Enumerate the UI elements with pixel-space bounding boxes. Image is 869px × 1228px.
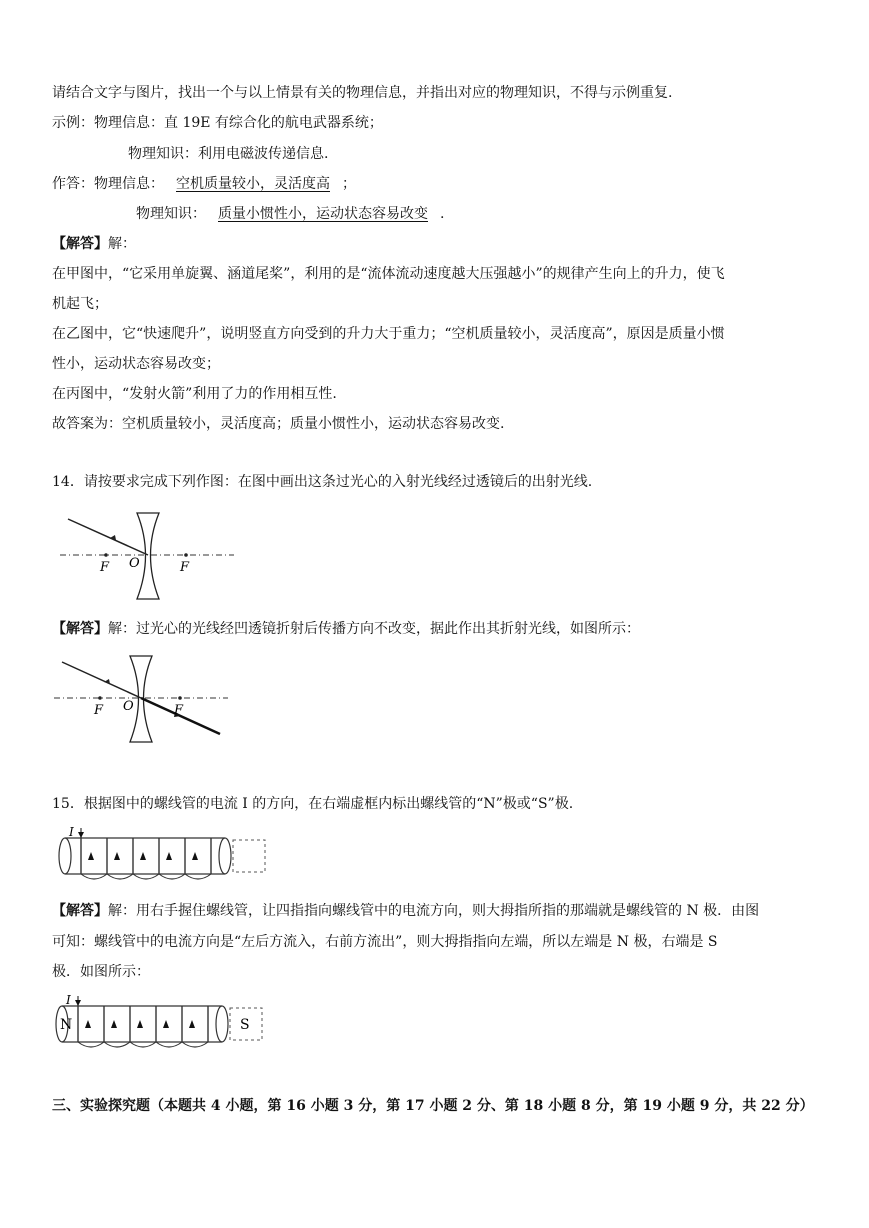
focus-right-label: F — [180, 560, 190, 575]
q13-paragraph-2b: 性小，运动状态容易改变； — [52, 356, 220, 372]
q13-paragraph-1a: 在甲图中，“它采用单旋翼、涵道尾桨”，利用的是“流体流动速度越大压强越小”的规律产生向上的升力，使飞 — [52, 266, 725, 282]
focus-right-label: F — [174, 703, 184, 718]
south-pole-label: S — [240, 1017, 250, 1033]
solution-jie: 解： — [108, 236, 136, 252]
focus-right-point — [178, 696, 182, 700]
q14-question: 14．请按要求完成下列作图：在图中画出这条过光心的入射光线经过透镜后的出射光线. — [52, 474, 593, 490]
figure-background — [55, 824, 270, 890]
example-info-label: 示例：物理信息： — [52, 115, 164, 131]
q14-answer-figure — [52, 650, 232, 750]
figure-background — [52, 992, 267, 1058]
section-3-title: 三、实验探究题（本题共 4 小题，第 16 小题 3 分，第 17 小题 2 分、第 18 小题 8 分，第 19 小题 9 分，共 22 分） — [52, 1098, 814, 1114]
answer-knowledge-label: 物理知识： — [136, 206, 206, 222]
example-knowledge — [128, 144, 328, 164]
q15-solenoid-figure — [55, 824, 270, 890]
q13-paragraph-3: 在丙图中，“发射火箭”利用了力的作用相互性. — [52, 386, 337, 402]
example-info — [52, 113, 383, 133]
answer-info-label: 作答：物理信息： — [52, 176, 164, 192]
example-info-value: 直 19E 有综合化的航电武器系统； — [164, 115, 383, 131]
focus-left-point — [104, 553, 108, 557]
focus-left-label: F — [94, 703, 104, 718]
answer-info — [52, 174, 356, 194]
q15-answer-figure — [52, 992, 267, 1058]
q13-paragraph-1b: 机起飞； — [52, 296, 108, 312]
answer-info-end: ； — [342, 176, 356, 192]
answer-knowledge — [136, 204, 444, 224]
answer-knowledge-end: . — [440, 206, 445, 222]
current-label: I — [66, 993, 71, 1007]
q14-lens-figure — [58, 503, 238, 608]
focus-right-point — [184, 553, 188, 557]
focus-left-label: F — [100, 560, 110, 575]
solution-text: 解：用右手握住螺线管，让四指指向螺线管中的电流方向，则大拇指所指的那端就是螺线管的 N 极．由图 — [108, 903, 760, 919]
q13-paragraph-2a: 在乙图中，它“快速爬升”，说明竖直方向受到的升力大于重力；“空机质量较小，灵活度高”，原因是质量小惯 — [52, 326, 725, 342]
solution-header: 【解答】 — [52, 236, 108, 252]
answer-info-value: 空机质量较小，灵活度高 — [176, 176, 330, 192]
example-knowledge-value: 利用电磁波传递信息. — [198, 146, 329, 162]
solution-header: 【解答】 — [52, 903, 108, 919]
q14-solution — [52, 619, 640, 639]
solution-text: 解：过光心的光线经凹透镜折射后传播方向不改变，据此作出其折射光线，如图所示： — [108, 621, 640, 637]
answer-knowledge-value: 质量小惯性小，运动状态容易改变 — [218, 206, 428, 222]
q13-final-answer: 故答案为：空机质量较小，灵活度高；质量小惯性小，运动状态容易改变. — [52, 416, 505, 432]
q15-solution-line-3: 极．如图所示： — [52, 964, 150, 980]
instruction-text: 请结合文字与图片，找出一个与以上情景有关的物理信息，并指出对应的物理知识，不得与示例重复. — [52, 85, 673, 101]
north-pole-label: N — [60, 1017, 73, 1033]
q15-solution-line-2: 可知：螺线管中的电流方向是“左后方流入，右前方流出”，则大拇指指向左端，所以左端是 N 极，右端是 S — [52, 934, 718, 950]
optical-center-label: O — [123, 699, 134, 714]
solution-header: 【解答】 — [52, 621, 108, 637]
q15-question: 15．根据图中的螺线管的电流 I 的方向，在右端虚框内标出螺线管的“N”极或“S”极. — [52, 796, 574, 812]
optical-center-label: O — [129, 556, 140, 571]
example-knowledge-label: 物理知识： — [128, 146, 198, 162]
q13-solution-heading — [52, 234, 136, 254]
q15-solution-line-1 — [52, 901, 759, 921]
current-label: I — [69, 825, 74, 839]
focus-left-point — [98, 696, 102, 700]
